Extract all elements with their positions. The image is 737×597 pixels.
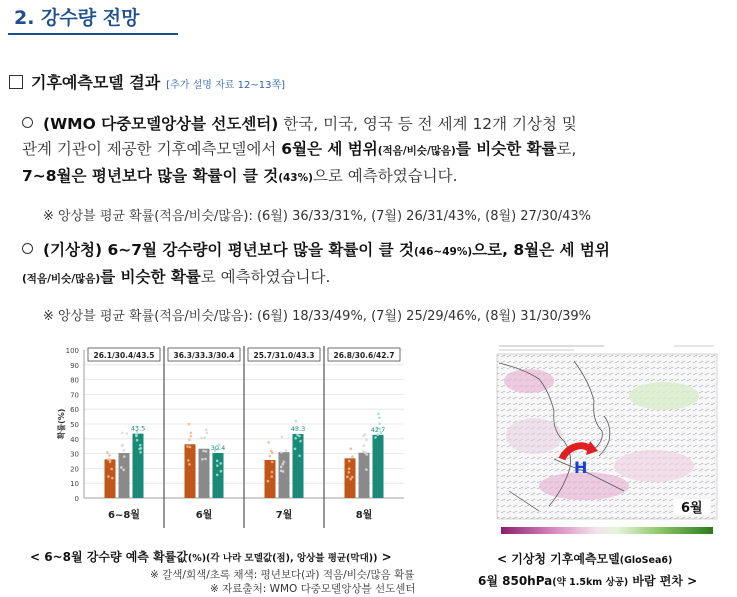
model-dot: [271, 471, 274, 474]
model-dot: [109, 461, 112, 464]
high-pressure-label: H: [574, 458, 588, 477]
model-dot: [280, 466, 283, 469]
para1-b2: 를 비슷한 확률: [455, 140, 557, 158]
y-tick-label: 70: [70, 391, 79, 400]
model-dot: [121, 431, 124, 434]
chart-caption-main: < 6~8월 강수량 예측 확률값: [30, 550, 188, 564]
model-dot: [299, 440, 302, 443]
model-dot: [216, 460, 219, 463]
map-caption-line1: [497, 550, 672, 567]
model-dot: [282, 470, 285, 473]
data-label: 42.7: [370, 425, 386, 434]
para2-line1: [22, 238, 610, 265]
model-dot: [190, 435, 193, 438]
model-dot: [121, 444, 124, 447]
model-dot: [204, 436, 207, 439]
chart-caption: [30, 548, 392, 565]
model-dot: [271, 452, 274, 455]
bar: [185, 444, 196, 498]
model-dot: [350, 447, 353, 450]
wind-anomaly-map: [494, 341, 720, 521]
para2-line2: [22, 265, 610, 292]
model-dot: [188, 423, 191, 426]
model-dot: [365, 468, 368, 471]
model-dot: [281, 436, 284, 439]
panel-label: 26.1/30.4/43.5: [93, 351, 155, 360]
model-dot: [363, 444, 366, 447]
category-label: 7월: [275, 510, 293, 521]
para1-t3: 로,: [556, 140, 577, 158]
para1-line2: [22, 137, 577, 164]
para1-lead: (WMO 다중모델앙상블 선도센터): [43, 115, 279, 133]
para1-line1: [22, 112, 577, 137]
bar: [199, 449, 210, 498]
para1-line3: [22, 164, 577, 191]
panel-label: 25.7/31.0/43.3: [253, 351, 315, 360]
model-dot: [204, 458, 207, 461]
model-dot: [270, 475, 273, 478]
y-tick-label: 20: [70, 465, 79, 474]
y-tick-label: 60: [70, 406, 79, 415]
y-tick-label: 50: [70, 421, 79, 429]
model-dot: [120, 466, 123, 469]
bar: [293, 434, 304, 498]
section-title: 2. 강수량 전망: [14, 7, 140, 29]
chart-caption-small: (%)(각 나라 모델값(점), 앙상블 평균(막대)): [187, 553, 378, 564]
bar: [105, 459, 116, 498]
bar: [265, 460, 276, 498]
bar: [359, 453, 370, 498]
model-dot: [190, 431, 193, 434]
model-dot: [201, 458, 204, 461]
category-label: 6월: [195, 510, 213, 521]
para1-t4: 으로 예측하였습니다.: [312, 167, 458, 185]
model-dot: [283, 461, 286, 464]
subsection-title: 기후예측모델 결과: [31, 73, 161, 92]
para2-t1: 로 예측하였습니다.: [200, 268, 331, 286]
chart-caption-note2: ※ 자료출처: WMO 다중모델앙상블 선도센터: [210, 583, 416, 595]
model-dot: [108, 454, 111, 457]
bullet-circle-icon: [22, 243, 33, 254]
model-dot: [123, 455, 126, 458]
model-dot: [139, 444, 142, 447]
bar: [279, 452, 290, 498]
model-dot: [122, 469, 125, 472]
y-tick-label: 80: [70, 376, 79, 385]
model-dot: [365, 439, 368, 442]
reference-note: [추가 설명 자료 12~13쪽]: [166, 80, 286, 91]
model-dot: [206, 432, 209, 435]
model-dot: [200, 437, 203, 440]
model-dot: [126, 432, 129, 435]
model-dot: [294, 448, 297, 451]
data-label: 43.5: [130, 424, 146, 433]
y-tick-label: 0: [74, 495, 79, 503]
bar: [373, 435, 384, 498]
data-label: 43.3: [290, 424, 306, 433]
model-dot: [123, 449, 126, 452]
y-tick-label: 40: [70, 435, 79, 444]
model-dot: [188, 438, 191, 441]
model-dot: [348, 467, 351, 470]
model-dot: [110, 468, 113, 471]
model-dot: [349, 478, 352, 481]
model-dot: [202, 450, 205, 453]
model-dot: [269, 455, 272, 458]
model-dot: [216, 464, 219, 467]
precip-probability-chart: [52, 338, 412, 543]
map-caption-a: < 기상청 기후예측모델: [497, 552, 620, 566]
model-dot: [280, 451, 283, 454]
model-dot: [186, 445, 189, 448]
y-axis-label: 확률(%): [57, 408, 66, 440]
paragraph-kma: [22, 238, 610, 292]
model-dot: [267, 480, 270, 483]
model-dot: [205, 428, 208, 431]
model-dot: [295, 420, 298, 423]
model-dot: [139, 451, 142, 454]
para2-b1: (기상청) 6~7월 강수량이 평년보다 많을 확률이 클 것: [43, 241, 414, 259]
para1-s2: (43%): [278, 172, 313, 184]
model-dot: [216, 474, 219, 477]
model-dot: [348, 471, 351, 474]
model-dot: [106, 451, 109, 454]
para2-b3: 를 비슷한 확률: [100, 268, 201, 286]
para1-b1: 6월은 세 범위: [281, 140, 378, 158]
para1-s1: (적음/비슷/많음): [377, 145, 456, 157]
model-dot: [107, 475, 110, 478]
para2-s1: (46~49%): [414, 246, 473, 258]
model-dot: [348, 460, 351, 463]
bar: [133, 434, 144, 498]
data-label: 30.4: [210, 444, 226, 453]
model-dot: [205, 450, 208, 453]
model-dot: [136, 439, 139, 442]
model-dot: [267, 441, 270, 444]
para2-s2: (적음/비슷/많음): [22, 273, 101, 285]
map-caption-c: 바람 편차 >: [628, 574, 698, 588]
category-label: 8월: [355, 510, 373, 521]
y-tick-label: 90: [70, 361, 79, 370]
map-caption-s: (GloSea6): [619, 555, 673, 566]
model-dot: [298, 454, 301, 457]
model-dot: [138, 448, 141, 451]
model-dot: [294, 437, 297, 440]
para1-t1: 한국, 미국, 영국 등 전 세계 12개 기상청 및: [278, 115, 577, 133]
map-caption-bs: (약 1.5km 상공): [552, 577, 629, 588]
panel-label: 26.8/30.6/42.7: [333, 351, 395, 360]
section-underline: [8, 33, 178, 35]
model-dot: [135, 434, 138, 437]
model-dot: [364, 452, 367, 455]
y-tick-label: 30: [70, 450, 79, 459]
model-dot: [362, 434, 365, 437]
note-wmo: ※ 앙상블 평균 확률(적음/비슷/많음): (6월) 36/33/31%, (7월) 26/31/43%, (8월) 27/30/43%: [43, 209, 592, 224]
model-dot: [107, 458, 110, 461]
model-dot: [374, 436, 377, 439]
model-dot: [377, 413, 380, 416]
model-dot: [188, 463, 191, 466]
model-dot: [189, 446, 192, 449]
model-dot: [219, 462, 222, 465]
chart-caption-end: >: [377, 550, 392, 564]
model-dot: [285, 449, 288, 452]
map-caption-b: 6월 850hPa: [478, 574, 553, 588]
model-dot: [271, 461, 274, 464]
map-caption-line2: [478, 572, 697, 589]
model-dot: [281, 463, 284, 466]
para2-b2: 으로, 8월은 세 범위: [472, 241, 610, 259]
y-tick-label: 100: [65, 347, 79, 355]
map-month-label: 6월: [681, 501, 703, 516]
model-dot: [111, 477, 114, 480]
chart-caption-note1: ※ 갈색/회색/초록 채색: 평년보다(과) 적음/비슷/많음 확률: [150, 569, 415, 581]
para1-b3: 7~8월은 평년보다 많을 확률이 클 것: [22, 167, 279, 185]
para1-t2: 관계 기관이 제공한 기후예측모델에서: [22, 140, 282, 158]
checkbox-square-icon: [9, 75, 23, 89]
map-colorbar: [497, 525, 717, 543]
bar: [119, 453, 130, 498]
paragraph-wmo: [22, 112, 577, 191]
model-dot: [346, 476, 349, 479]
model-dot: [378, 417, 381, 420]
model-dot: [351, 476, 354, 479]
bullet-circle-icon: [22, 117, 33, 128]
subsection-heading: [9, 70, 285, 93]
model-dot: [187, 459, 190, 462]
model-dot: [220, 470, 223, 473]
panel-label: 36.3/33.3/30.4: [173, 351, 235, 360]
y-tick-label: 10: [70, 480, 79, 489]
model-dot: [351, 455, 354, 458]
model-dot: [298, 435, 301, 438]
model-dot: [378, 422, 381, 425]
category-label: 6~8월: [108, 510, 140, 521]
note-kma: ※ 앙상블 평균 확률(적음/비슷/많음): (6월) 18/33/49%, (7월) 25/29/46%, (8월) 31/30/39%: [43, 309, 592, 324]
